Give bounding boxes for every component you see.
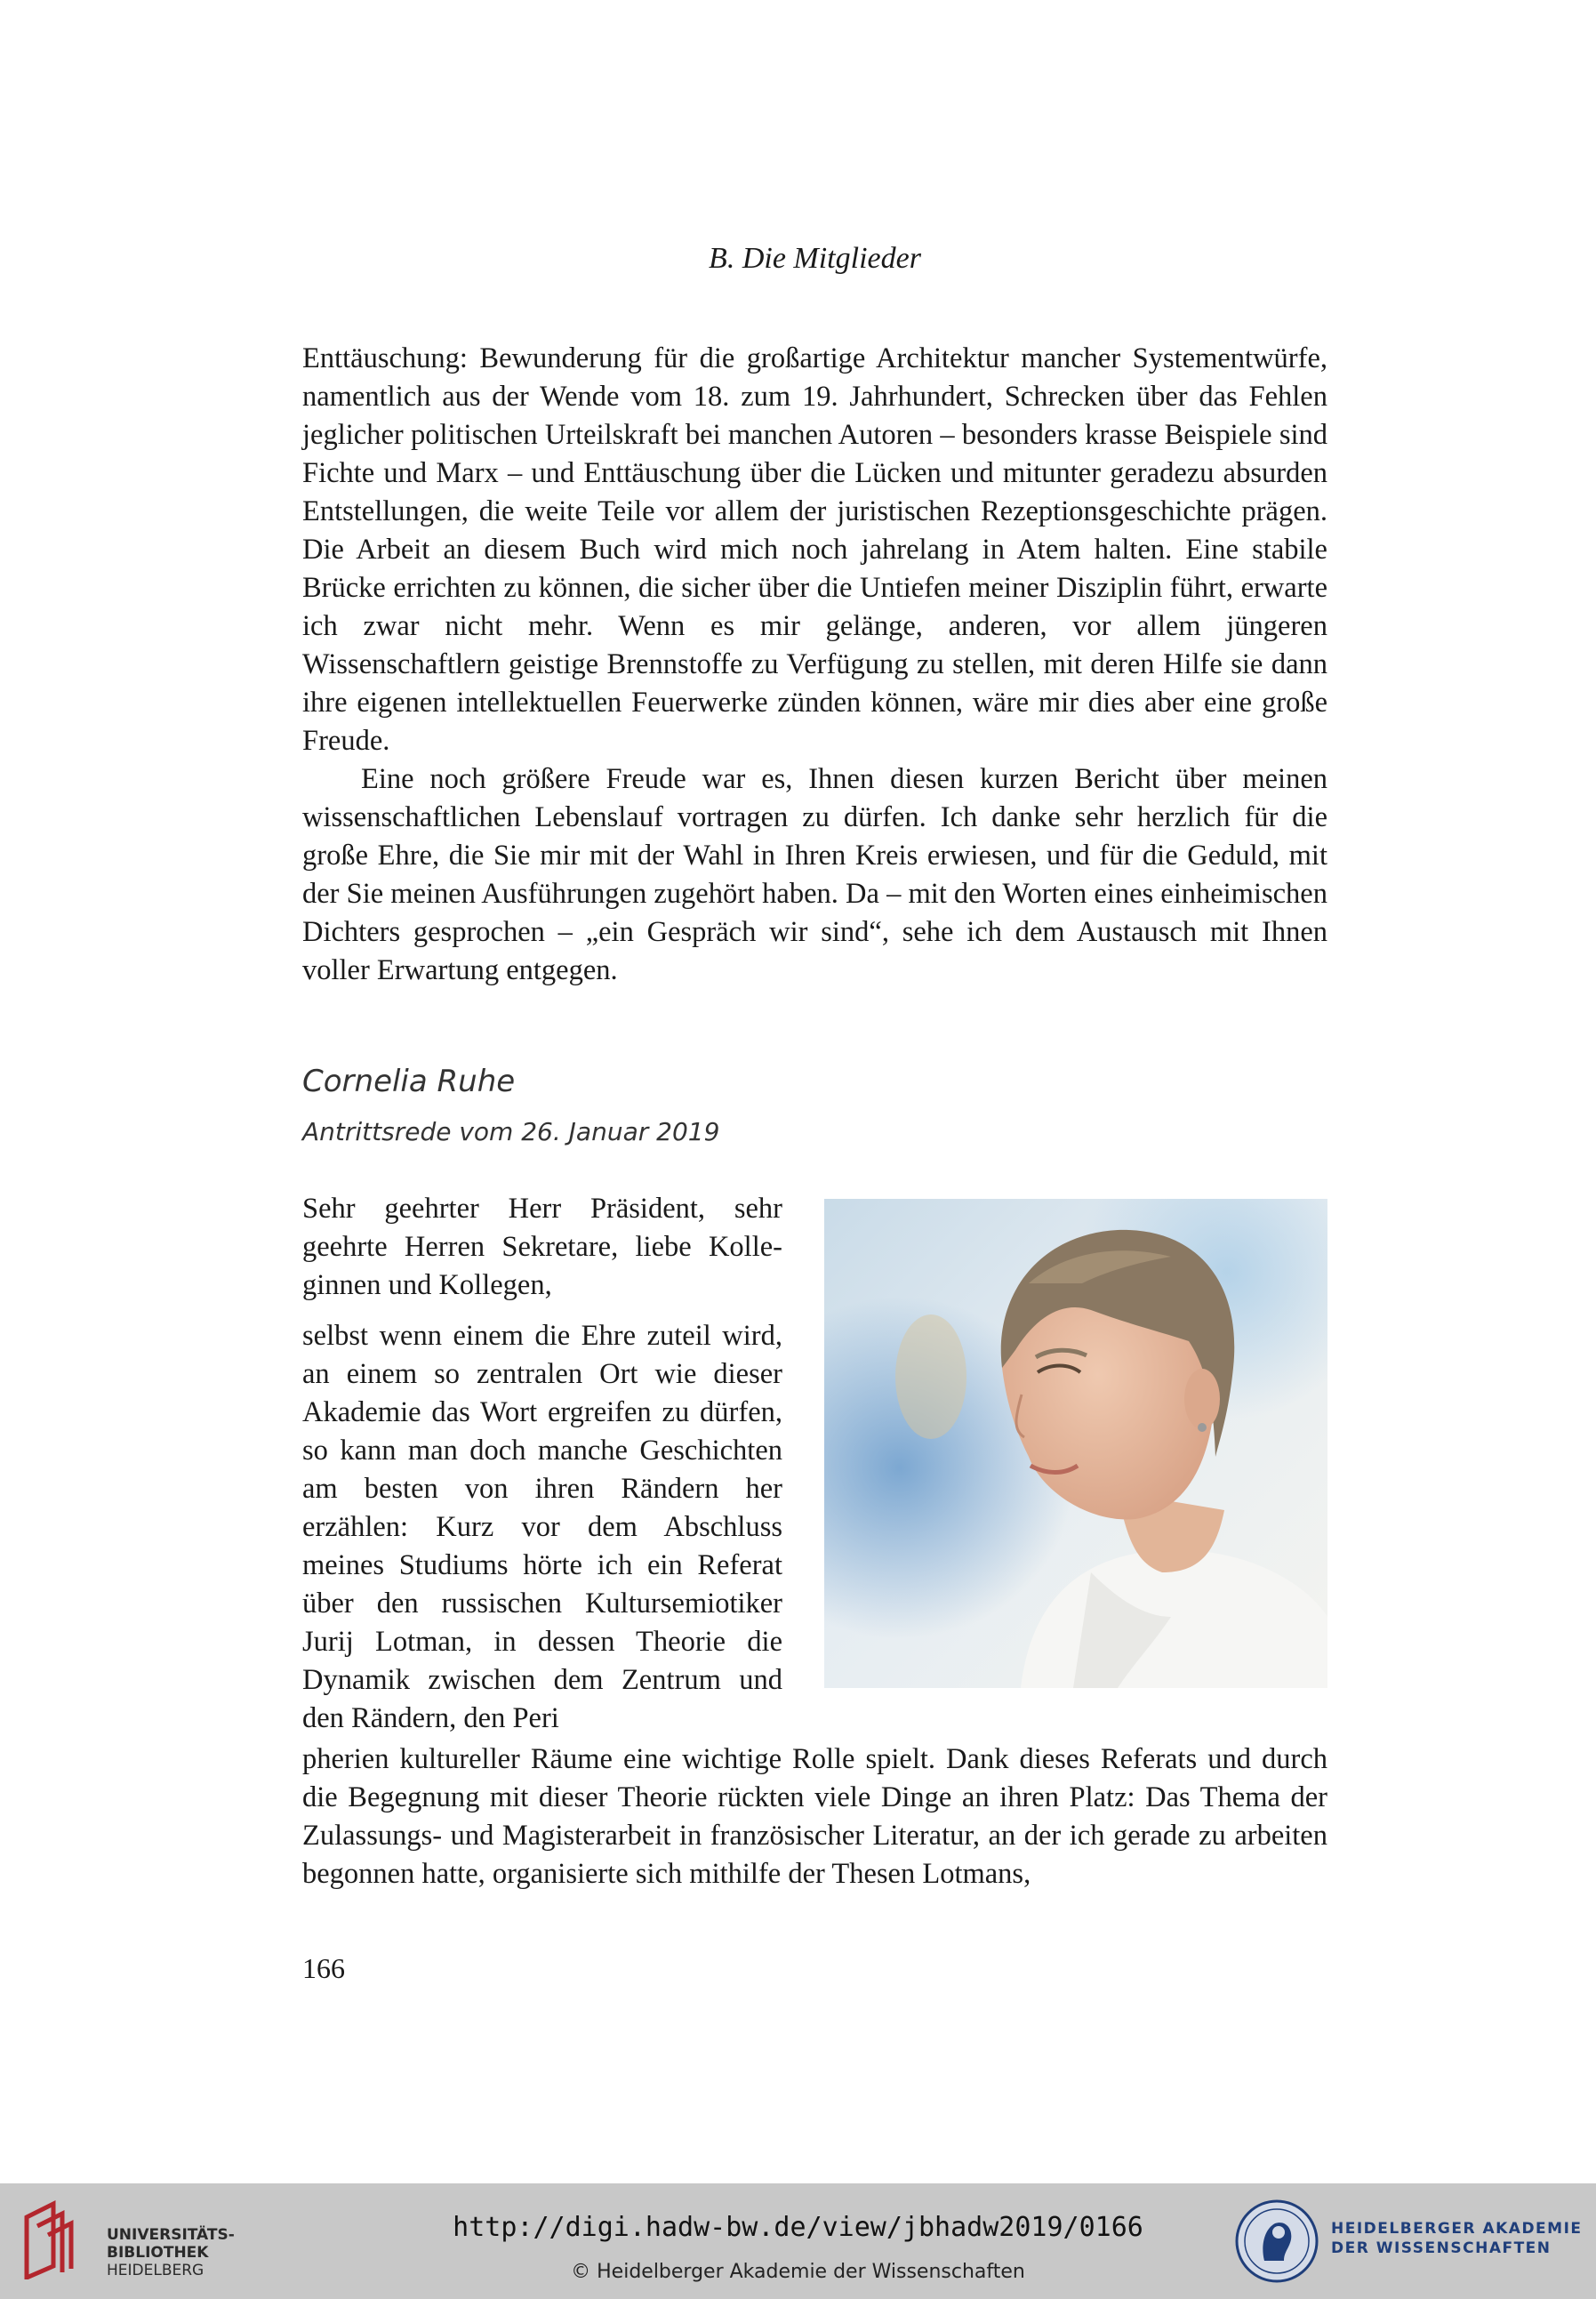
page-number: 166: [302, 1952, 345, 1984]
library-logo-line: BIBLIOTHEK: [107, 2244, 209, 2262]
paragraph: selbst wenn einem die Ehre zuteil wird, an einem so zentralen Ort wie dieser Akademie das Wort ergreifen zu dürfen, so kann man doch manche Geschichten am besten von ihren Rändern her erzählen: Kurz vor dem Abschluss meines Studiums hörte ich ein Referat über den russischen Kultursemiotiker Jurij Lotman, in dessen Theorie die Dynamik zwischen dem Zentrum und den Rändern, den Peri: [302, 1320, 782, 1734]
library-logo-line: HEIDELBERG: [107, 2262, 205, 2279]
continuation-text: pherien kultureller Räume eine wichtige Rolle spielt. Dank dieses Referats und durch die Begegnung mit dieser Theorie rückten viele Dinge an ihren Platz: Das Thema der Zulassungs- und Magisterarbeit in französischer Literatur, an der ich gerade zu arbeiten begonnen hatte, organisierte sich mithilfe der Thesen Lotmans,: [302, 1743, 1327, 1890]
portrait-photo: [824, 1199, 1327, 1688]
running-head: B. Die Mitglieder: [709, 242, 921, 275]
body-text-top: [302, 340, 1327, 990]
library-logo-line: UNIVERSITÄTS-: [107, 2226, 235, 2244]
section-author: Cornelia Ruhe: [302, 1064, 516, 1099]
copyright-notice: © Heidelberger Akademie der Wissenschaften: [571, 2261, 1025, 2283]
section-subtitle: Antrittsrede vom 26. Januar 2019: [302, 1117, 720, 1146]
salutation: Sehr geehrter Herr Präsident, sehr geehrte Herren Sekretare, liebe Kolleginnen und Kollegen,: [302, 1193, 782, 1301]
permalink-url[interactable]: http://digi.hadw-bw.de/view/jbhadw2019/0166: [453, 2212, 1143, 2243]
academy-logo-line: HEIDELBERGER AKADEMIE: [1331, 2220, 1583, 2238]
paragraph: Enttäuschung: Bewunderung für die großartige Architektur mancher Systementwürfe, namentlich aus der Wende vom 18. zum 19. Jahrhundert, Schrecken über das Fehlen jeglicher politischen Urteilskraft bei manchen Autoren – besonders krasse Beispiele sind Fichte und Marx – und Enttäuschung über die Lücken und mitunter geradezu absurden Entstellungen, die weite Teile vor allem der juristischen Rezeptionsgeschichte prägen. Die Arbeit an diesem Buch wird mich noch jahrelang in Atem halten. Eine stabile Brücke errichten zu können, die sicher über die Untiefen meiner Disziplin führt, erwarte ich zwar nicht mehr. Wenn es mir gelänge, anderen, vor allem jüngeren Wissenschaftlern geistige Brennstoffe zu Verfügung zu stellen, mit deren Hilfe sie dann ihre eigenen intellektuellen Feuerwerke zünden können, wäre mir dies aber eine große Freude.: [302, 342, 1327, 757]
column-text: [302, 1190, 782, 1738]
paragraph: Eine noch größere Freude war es, Ihnen diesen kurzen Bericht über meinen wissenschaftlichen Lebenslauf vortragen zu dürfen. Ich danke sehr herzlich für die große Ehre, die Sie mir mit der Wahl in Ihren Kreis erwiesen, und für die Geduld, mit der Sie meinen Ausführungen zugehört haben. Da – mit den Worten eines einheimischen Dichters gesprochen – „ein Gespräch wir sind“, sehe ich dem Austausch mit Ihnen voller Erwartung entgegen.: [302, 763, 1327, 986]
academy-logo-line: DER WISSENSCHAFTEN: [1331, 2239, 1552, 2257]
